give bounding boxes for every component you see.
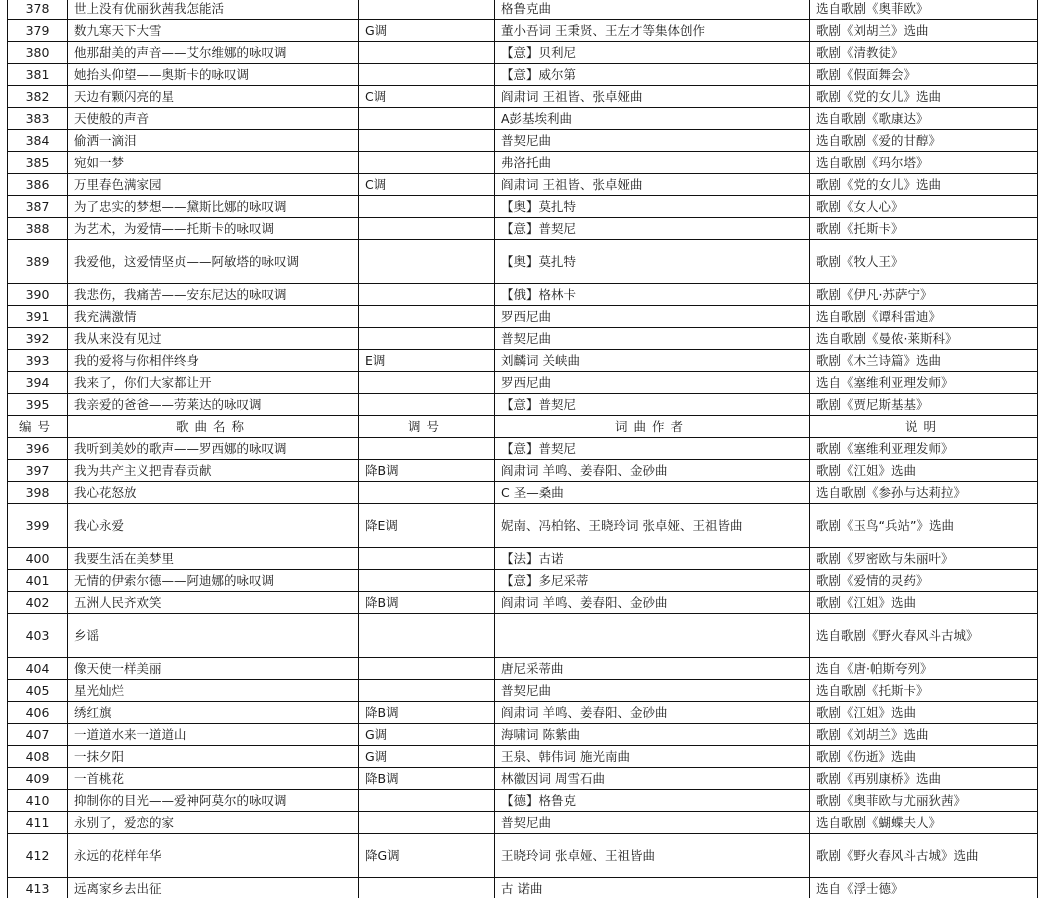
table-row <box>8 240 1038 284</box>
table-row <box>8 482 1038 504</box>
table-row <box>8 438 1038 460</box>
cell-note: 歌剧《假面舞会》 <box>810 64 1038 86</box>
cell-num: 404 <box>8 658 68 680</box>
table-row <box>8 152 1038 174</box>
cell-song-name: 天边有颗闪亮的星 <box>68 86 359 108</box>
cell-key <box>359 394 495 416</box>
cell-num: 394 <box>8 372 68 394</box>
header-name: 歌曲名称 <box>68 416 359 438</box>
cell-note: 选自歌剧《参孙与达莉拉》 <box>810 482 1038 504</box>
cell-key <box>359 130 495 152</box>
table-row <box>8 548 1038 570</box>
cell-author: 【意】多尼采蒂 <box>495 570 810 592</box>
cell-num: 379 <box>8 20 68 42</box>
cell-song-name: 数九寒天下大雪 <box>68 20 359 42</box>
table-row <box>8 108 1038 130</box>
cell-song-name: 星光灿烂 <box>68 680 359 702</box>
table-row <box>8 86 1038 108</box>
cell-author: 董小吾词 王秉贤、王左才等集体创作 <box>495 20 810 42</box>
cell-key <box>359 108 495 130</box>
cell-song-name: 我听到美妙的歌声——罗西娜的咏叹调 <box>68 438 359 460</box>
cell-author: 普契尼曲 <box>495 680 810 702</box>
cell-author: 【意】普契尼 <box>495 218 810 240</box>
cell-note: 歌剧《玉鸟“兵站”》选曲 <box>810 504 1038 548</box>
cell-song-name: 远离家乡去出征 <box>68 878 359 898</box>
cell-num: 380 <box>8 42 68 64</box>
table-row <box>8 196 1038 218</box>
cell-note: 歌剧《野火春风斗古城》选曲 <box>810 834 1038 878</box>
cell-key: E调 <box>359 350 495 372</box>
cell-author: 【意】普契尼 <box>495 394 810 416</box>
cell-note: 选自歌剧《谭科雷迪》 <box>810 306 1038 328</box>
cell-author: 刘麟词 关峡曲 <box>495 350 810 372</box>
cell-key: 降B调 <box>359 702 495 724</box>
cell-num: 399 <box>8 504 68 548</box>
cell-note: 歌剧《江姐》选曲 <box>810 460 1038 482</box>
cell-key: C调 <box>359 174 495 196</box>
cell-key <box>359 570 495 592</box>
cell-song-name: 我亲爱的爸爸——劳莱达的咏叹调 <box>68 394 359 416</box>
cell-key <box>359 658 495 680</box>
cell-note: 选自《唐·帕斯夸列》 <box>810 658 1038 680</box>
song-table-body-top <box>8 0 1038 416</box>
song-table-header <box>8 416 1038 438</box>
cell-key <box>359 240 495 284</box>
cell-author: A彭基埃利曲 <box>495 108 810 130</box>
cell-author: 【奥】莫扎特 <box>495 196 810 218</box>
cell-song-name: 天使般的声音 <box>68 108 359 130</box>
cell-note: 歌剧《奥菲欧与尤丽狄茜》 <box>810 790 1038 812</box>
cell-num: 400 <box>8 548 68 570</box>
cell-num: 398 <box>8 482 68 504</box>
cell-author: 阎肃词 羊鸣、姜春阳、金砂曲 <box>495 592 810 614</box>
cell-note: 歌剧《江姐》选曲 <box>810 702 1038 724</box>
cell-song-name: 一道道水来一道道山 <box>68 724 359 746</box>
cell-author: C 圣—桑曲 <box>495 482 810 504</box>
header-row <box>8 416 1038 438</box>
cell-author: 【法】古诺 <box>495 548 810 570</box>
cell-key <box>359 482 495 504</box>
table-row <box>8 768 1038 790</box>
cell-key: G调 <box>359 20 495 42</box>
cell-num: 378 <box>8 0 68 20</box>
table-row <box>8 504 1038 548</box>
table-row <box>8 614 1038 658</box>
cell-song-name: 为了忠实的梦想——黛斯比娜的咏叹调 <box>68 196 359 218</box>
table-row <box>8 218 1038 240</box>
cell-note: 选自歌剧《奥菲欧》 <box>810 0 1038 20</box>
table-row <box>8 64 1038 86</box>
cell-author: 阎肃词 羊鸣、姜春阳、金砂曲 <box>495 702 810 724</box>
cell-song-name: 世上没有优丽狄茜我怎能活 <box>68 0 359 20</box>
cell-num: 401 <box>8 570 68 592</box>
cell-key <box>359 306 495 328</box>
cell-num: 407 <box>8 724 68 746</box>
cell-author: 【意】普契尼 <box>495 438 810 460</box>
cell-key <box>359 438 495 460</box>
cell-key <box>359 64 495 86</box>
cell-song-name: 乡谣 <box>68 614 359 658</box>
table-row <box>8 350 1038 372</box>
cell-num: 413 <box>8 878 68 898</box>
table-row <box>8 460 1038 482</box>
cell-author: 【意】威尔第 <box>495 64 810 86</box>
cell-song-name: 永别了，爱恋的家 <box>68 812 359 834</box>
cell-key: G调 <box>359 746 495 768</box>
cell-key <box>359 372 495 394</box>
cell-note: 选自歌剧《托斯卡》 <box>810 680 1038 702</box>
cell-song-name: 偷洒一滴泪 <box>68 130 359 152</box>
cell-num: 405 <box>8 680 68 702</box>
cell-song-name: 抑制你的目光——爱神阿莫尔的咏叹调 <box>68 790 359 812</box>
cell-author: 唐尼采蒂曲 <box>495 658 810 680</box>
cell-song-name: 我的爱将与你相伴终身 <box>68 350 359 372</box>
cell-author: 【意】贝利尼 <box>495 42 810 64</box>
cell-note: 选自歌剧《爱的甘醇》 <box>810 130 1038 152</box>
table-row <box>8 372 1038 394</box>
table-row <box>8 174 1038 196</box>
cell-num: 392 <box>8 328 68 350</box>
cell-num: 402 <box>8 592 68 614</box>
cell-author: 古 诺曲 <box>495 878 810 898</box>
cell-song-name: 一首桃花 <box>68 768 359 790</box>
cell-note: 歌剧《党的女儿》选曲 <box>810 86 1038 108</box>
header-num: 编号 <box>8 416 68 438</box>
cell-note: 选自歌剧《歌康达》 <box>810 108 1038 130</box>
cell-num: 382 <box>8 86 68 108</box>
cell-key <box>359 812 495 834</box>
song-table-body-bottom <box>8 438 1038 898</box>
table-row <box>8 790 1038 812</box>
cell-author: 【奥】莫扎特 <box>495 240 810 284</box>
cell-note: 选自《塞维利亚理发师》 <box>810 372 1038 394</box>
cell-song-name: 永远的花样年华 <box>68 834 359 878</box>
table-row <box>8 658 1038 680</box>
cell-song-name: 绣红旗 <box>68 702 359 724</box>
cell-note: 歌剧《刘胡兰》选曲 <box>810 20 1038 42</box>
cell-note: 歌剧《木兰诗篇》选曲 <box>810 350 1038 372</box>
table-row <box>8 702 1038 724</box>
cell-num: 406 <box>8 702 68 724</box>
cell-song-name: 我心永爱 <box>68 504 359 548</box>
cell-num: 387 <box>8 196 68 218</box>
cell-note: 选自歌剧《蝴蝶夫人》 <box>810 812 1038 834</box>
table-row <box>8 394 1038 416</box>
song-table <box>7 0 1038 898</box>
table-row <box>8 0 1038 20</box>
cell-song-name: 我来了，你们大家都让开 <box>68 372 359 394</box>
cell-key <box>359 42 495 64</box>
cell-num: 385 <box>8 152 68 174</box>
cell-num: 389 <box>8 240 68 284</box>
table-row <box>8 878 1038 898</box>
cell-song-name: 我充满激情 <box>68 306 359 328</box>
cell-num: 411 <box>8 812 68 834</box>
cell-author: 罗西尼曲 <box>495 306 810 328</box>
cell-note: 歌剧《党的女儿》选曲 <box>810 174 1038 196</box>
cell-author: 普契尼曲 <box>495 328 810 350</box>
cell-key <box>359 328 495 350</box>
cell-key: 降B调 <box>359 460 495 482</box>
cell-note: 歌剧《清教徒》 <box>810 42 1038 64</box>
cell-author: 王泉、韩伟词 施光南曲 <box>495 746 810 768</box>
cell-num: 388 <box>8 218 68 240</box>
cell-song-name: 万里春色满家园 <box>68 174 359 196</box>
cell-key <box>359 548 495 570</box>
cell-num: 390 <box>8 284 68 306</box>
header-key: 调号 <box>359 416 495 438</box>
table-row <box>8 284 1038 306</box>
cell-note: 歌剧《塞维利亚理发师》 <box>810 438 1038 460</box>
cell-author: 王晓玲词 张卓娅、王祖皆曲 <box>495 834 810 878</box>
cell-note: 歌剧《江姐》选曲 <box>810 592 1038 614</box>
cell-song-name: 一抹夕阳 <box>68 746 359 768</box>
cell-key: C调 <box>359 86 495 108</box>
cell-key: 降G调 <box>359 834 495 878</box>
cell-song-name: 宛如一梦 <box>68 152 359 174</box>
cell-song-name: 我爱他，这爱情坚贞——阿敏塔的咏叹调 <box>68 240 359 284</box>
cell-note: 歌剧《刘胡兰》选曲 <box>810 724 1038 746</box>
cell-key: 降E调 <box>359 504 495 548</box>
cell-song-name: 他那甜美的声音——艾尔维娜的咏叹调 <box>68 42 359 64</box>
table-row <box>8 328 1038 350</box>
table-row <box>8 834 1038 878</box>
cell-author: 阎肃词 羊鸣、姜春阳、金砂曲 <box>495 460 810 482</box>
cell-song-name: 她抬头仰望——奥斯卡的咏叹调 <box>68 64 359 86</box>
table-row <box>8 592 1038 614</box>
cell-note: 选自歌剧《野火春风斗古城》 <box>810 614 1038 658</box>
cell-note: 歌剧《爱情的灵药》 <box>810 570 1038 592</box>
cell-key: 降B调 <box>359 768 495 790</box>
cell-song-name: 我心花怒放 <box>68 482 359 504</box>
cell-author: 弗洛托曲 <box>495 152 810 174</box>
cell-song-name: 我从来没有见过 <box>68 328 359 350</box>
cell-author: 罗西尼曲 <box>495 372 810 394</box>
cell-song-name: 五洲人民齐欢笑 <box>68 592 359 614</box>
cell-key: G调 <box>359 724 495 746</box>
table-row <box>8 812 1038 834</box>
cell-key: 降B调 <box>359 592 495 614</box>
table-row <box>8 746 1038 768</box>
cell-note: 选自歌剧《曼侬·莱斯科》 <box>810 328 1038 350</box>
cell-key <box>359 614 495 658</box>
cell-num: 381 <box>8 64 68 86</box>
cell-note: 歌剧《伤逝》选曲 <box>810 746 1038 768</box>
cell-key <box>359 0 495 20</box>
cell-author: 普契尼曲 <box>495 130 810 152</box>
cell-num: 383 <box>8 108 68 130</box>
table-row <box>8 570 1038 592</box>
table-row <box>8 306 1038 328</box>
cell-note: 歌剧《托斯卡》 <box>810 218 1038 240</box>
header-note: 说明 <box>810 416 1038 438</box>
cell-author: 妮南、冯柏铭、王晓玲词 张卓娅、王祖皆曲 <box>495 504 810 548</box>
cell-key <box>359 196 495 218</box>
cell-num: 393 <box>8 350 68 372</box>
cell-num: 384 <box>8 130 68 152</box>
cell-note: 歌剧《女人心》 <box>810 196 1038 218</box>
table-row <box>8 42 1038 64</box>
cell-author <box>495 614 810 658</box>
cell-song-name: 无情的伊索尔德——阿迪娜的咏叹调 <box>68 570 359 592</box>
cell-note: 歌剧《牧人王》 <box>810 240 1038 284</box>
cell-key <box>359 152 495 174</box>
cell-num: 410 <box>8 790 68 812</box>
cell-note: 选自歌剧《玛尔塔》 <box>810 152 1038 174</box>
cell-num: 403 <box>8 614 68 658</box>
cell-author: 海啸词 陈紫曲 <box>495 724 810 746</box>
cell-author: 阎肃词 王祖皆、张卓娅曲 <box>495 86 810 108</box>
cell-num: 391 <box>8 306 68 328</box>
cell-note: 歌剧《伊凡·苏萨宁》 <box>810 284 1038 306</box>
cell-num: 397 <box>8 460 68 482</box>
cell-note: 选自《浮士德》 <box>810 878 1038 898</box>
cell-key <box>359 218 495 240</box>
cell-author: 林徽因词 周雪石曲 <box>495 768 810 790</box>
cell-note: 歌剧《再别康桥》选曲 <box>810 768 1038 790</box>
cell-note: 歌剧《罗密欧与朱丽叶》 <box>810 548 1038 570</box>
cell-num: 395 <box>8 394 68 416</box>
cell-song-name: 我要生活在美梦里 <box>68 548 359 570</box>
cell-key <box>359 284 495 306</box>
cell-num: 386 <box>8 174 68 196</box>
cell-song-name: 我为共产主义把青春贡献 <box>68 460 359 482</box>
table-row <box>8 680 1038 702</box>
cell-author: 格鲁克曲 <box>495 0 810 20</box>
cell-song-name: 像天使一样美丽 <box>68 658 359 680</box>
cell-author: 阎肃词 王祖皆、张卓娅曲 <box>495 174 810 196</box>
table-row <box>8 130 1038 152</box>
cell-num: 408 <box>8 746 68 768</box>
cell-num: 409 <box>8 768 68 790</box>
cell-author: 【俄】格林卡 <box>495 284 810 306</box>
cell-note: 歌剧《贾尼斯基基》 <box>810 394 1038 416</box>
cell-num: 412 <box>8 834 68 878</box>
cell-song-name: 我悲伤，我痛苦——安东尼达的咏叹调 <box>68 284 359 306</box>
cell-num: 396 <box>8 438 68 460</box>
table-row <box>8 20 1038 42</box>
cell-key <box>359 790 495 812</box>
header-author: 词曲作者 <box>495 416 810 438</box>
cell-song-name: 为艺术，为爱情——托斯卡的咏叹调 <box>68 218 359 240</box>
cell-key <box>359 680 495 702</box>
table-row <box>8 724 1038 746</box>
cell-key <box>359 878 495 898</box>
cell-author: 【德】格鲁克 <box>495 790 810 812</box>
cell-author: 普契尼曲 <box>495 812 810 834</box>
